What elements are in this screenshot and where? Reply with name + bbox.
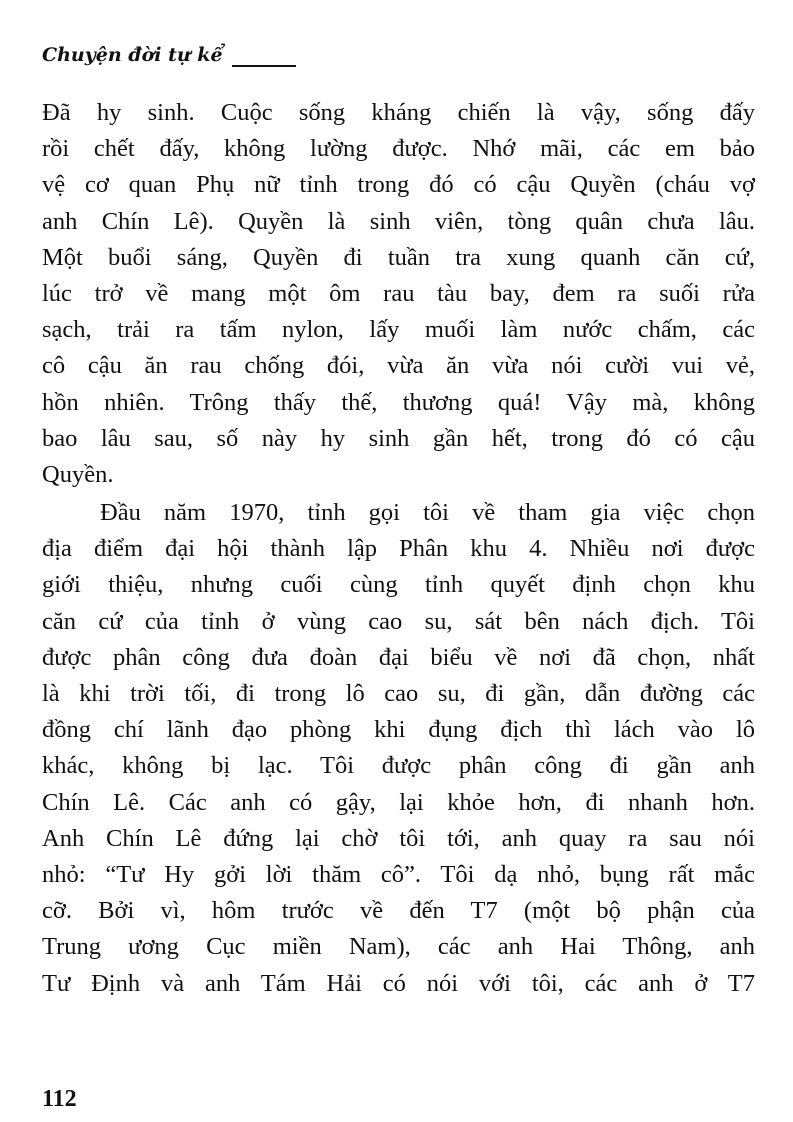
text-line: sạch, trải ra tấm nylon, lấy muối làm nước chấm, các	[42, 316, 755, 344]
text-line: nhỏ: “Tư Hy gởi lời thăm cô”. Tôi dạ nhỏ, bụng rất mắc	[42, 860, 755, 888]
text-line: khác, không bị lạc. Tôi được phân công đi gần anh	[42, 752, 755, 780]
text-line: đồng chí lãnh đạo phòng khi đụng địch thì lách vào lô	[42, 716, 755, 744]
text-line: Trung ương Cục miền Nam), các anh Hai Thông, anh	[42, 933, 755, 961]
page-number: 112	[42, 1086, 77, 1112]
text-line: rồi chết đấy, không lường được. Nhớ mãi, các em bảo	[42, 135, 755, 163]
header-rule	[232, 65, 296, 67]
text-line: vệ cơ quan Phụ nữ tỉnh trong đó có cậu Quyền (cháu vợ	[42, 171, 755, 199]
text-line: bao lâu sau, số này hy sinh gần hết, trong đó có cậu	[42, 424, 755, 452]
text-line: Tư Định và anh Tám Hải có nói với tôi, các anh ở T7	[42, 969, 755, 997]
text-line: anh Chín Lê). Quyền là sinh viên, tòng quân chưa lâu.	[42, 207, 755, 235]
text-line: lúc trở về mang một ôm rau tàu bay, đem ra suối rửa	[42, 279, 755, 307]
text-line: căn cứ của tỉnh ở vùng cao su, sát bên nách địch. Tôi	[42, 607, 755, 635]
text-line: Đầu năm 1970, tỉnh gọi tôi về tham gia việc chọn	[100, 499, 755, 527]
text-line: được phân công đưa đoàn đại biểu về nơi đã chọn, nhất	[42, 643, 755, 671]
text-line: Chín Lê. Các anh có gậy, lại khỏe hơn, đi nhanh hơn.	[42, 788, 755, 816]
text-line: Đã hy sinh. Cuộc sống kháng chiến là vậy, sống đấy	[42, 99, 755, 126]
text-line: địa điểm đại hội thành lập Phân khu 4. Nhiều nơi được	[42, 535, 755, 563]
body-text	[42, 95, 755, 1002]
text-line: giới thiệu, nhưng cuối cùng tỉnh quyết định chọn khu	[42, 571, 755, 599]
text-line: cô cậu ăn rau chống đói, vừa ăn vừa nói cười vui vẻ,	[42, 352, 755, 380]
text-line: Quyền.	[42, 460, 114, 488]
text-line: Anh Chín Lê đứng lại chờ tôi tới, anh quay ra sau nói	[42, 824, 755, 852]
paragraph	[42, 495, 755, 1002]
paragraph	[42, 95, 755, 493]
text-line: cỡ. Bởi vì, hôm trước về đến T7 (một bộ phận của	[42, 897, 755, 925]
running-header: Chuyện đời tự kể	[42, 44, 223, 66]
text-line: Một buổi sáng, Quyền đi tuần tra xung quanh căn cứ,	[42, 243, 755, 271]
text-line: hồn nhiên. Trông thấy thế, thương quá! Vậy mà, không	[42, 388, 755, 416]
text-line: là khi trời tối, đi trong lô cao su, đi gần, dẫn đường các	[42, 680, 755, 707]
